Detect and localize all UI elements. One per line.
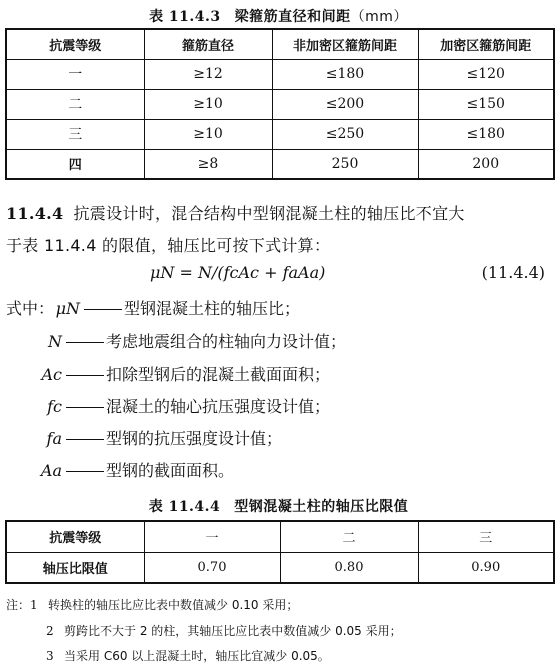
clause-text-1: 抗震设计时，混合结构中型钢混凝土柱的轴压比不宜大 [73,204,465,223]
dash-divider [84,309,122,310]
table2-caption-number: 表 11.4.4 [148,499,221,515]
definition-text: 型钢混凝土柱的轴压比； [124,299,301,318]
table-cell: 四 [6,149,144,179]
definition-symbol: fa [46,429,62,448]
note-item [6,596,298,613]
definition-text: 型钢的抗压强度设计值； [106,429,283,448]
note-text: 转换柱的轴压比应比表中数值减少 0.10 采用； [48,598,299,612]
table-row [6,59,554,89]
definition-symbol: Ac [41,365,62,384]
table-cell: ≥12 [144,59,272,89]
table2-caption [0,496,557,516]
dash-divider [66,407,104,408]
definition-row [36,394,330,417]
definition-symbol: N [48,332,62,351]
table-cell: ≥10 [144,89,272,119]
dash-divider [66,375,104,376]
definition-row [6,296,300,319]
clause-line-1 [6,198,552,230]
clause-number: 11.4.4 [6,204,64,223]
table-cell: ≤120 [418,59,554,89]
header-cell: 抗震等级 [6,521,144,552]
note-index: 2 [46,624,54,638]
table-row [6,552,554,583]
note-index: 1 [30,598,38,612]
table-cell: 一 [6,59,144,89]
clause-line-2: 于表 11.4.4 的限值，轴压比可按下式计算： [6,236,331,255]
table-cell: ≥10 [144,119,272,149]
definition-row [36,329,346,352]
table1-caption-title: 梁箍筋直径和间距 [234,9,351,25]
stirrup-table [5,28,555,180]
table-header-row [6,29,554,59]
table-cell: 轴压比限值 [6,552,144,583]
header-cell: 加密区箍筋间距 [418,29,554,59]
header-cell: 三 [418,521,554,552]
where-label: 式中： [6,299,55,318]
table2-caption-title: 型钢混凝土柱的轴压比限值 [234,499,409,515]
table-cell: ≤180 [272,59,418,89]
definition-row [36,426,282,449]
dash-divider [66,471,104,472]
header-cell: 箍筋直径 [144,29,272,59]
table-row [6,149,554,179]
table1-caption-unit: （mm） [350,9,408,25]
note-item [46,647,330,664]
table-cell: ≤250 [272,119,418,149]
definition-symbol: fc [47,397,62,416]
note-text: 剪跨比不大于 2 的柱，其轴压比应比表中数值减少 0.05 采用； [64,624,402,638]
header-cell: 非加密区箍筋间距 [272,29,418,59]
table-cell: 三 [6,119,144,149]
table1-caption-number: 表 11.4.3 [149,9,221,25]
definition-text: 混凝土的轴心抗压强度设计值； [106,397,331,416]
formula-number: (11.4.4) [481,263,545,282]
table-cell: ≤200 [272,89,418,119]
note-item [46,622,402,639]
definition-text: 型钢的截面面积。 [106,461,235,480]
axial-ratio-table [5,520,555,584]
table-row [6,119,554,149]
definition-row [36,362,330,385]
header-cell: 二 [280,521,418,552]
definition-symbol: Aa [40,461,62,480]
clause-paragraph [6,198,552,262]
table-cell: 200 [418,149,554,179]
axial-ratio-formula: μN = N/(fcAc + faAa) [150,263,326,282]
table-cell: 0.90 [418,552,554,583]
table-header-row [6,521,554,552]
definition-text: 扣除型钢后的混凝土截面面积； [106,365,331,384]
table-cell: 250 [272,149,418,179]
note-text: 当采用 C60 以上混凝土时，轴压比宜减少 0.05。 [64,649,330,663]
table-cell: 0.80 [280,552,418,583]
table1-caption [0,6,557,26]
dash-divider [66,439,104,440]
dash-divider [66,342,104,343]
table-cell: ≤150 [418,89,554,119]
table-cell: 二 [6,89,144,119]
table-cell: ≤180 [418,119,554,149]
definition-symbol: μN [55,299,81,318]
definition-text: 考虑地震组合的柱轴向力设计值； [106,332,347,351]
header-cell: 抗震等级 [6,29,144,59]
table-cell: ≥8 [144,149,272,179]
notes-label: 注： [6,598,31,612]
table-cell: 0.70 [144,552,280,583]
table-row [6,89,554,119]
header-cell: 一 [144,521,280,552]
note-index: 3 [46,649,54,663]
definition-row [36,458,234,481]
